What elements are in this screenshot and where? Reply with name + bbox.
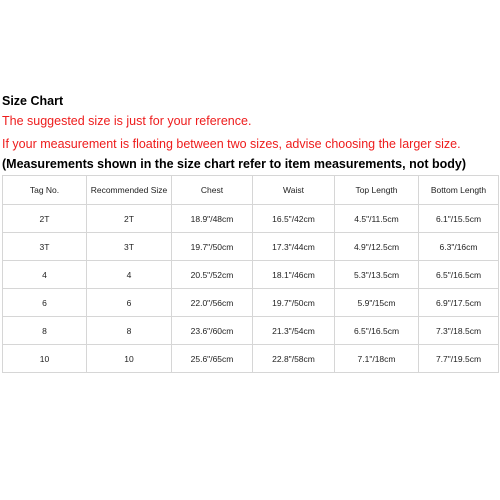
cell-recommended-size: 2T	[87, 205, 172, 233]
cell-recommended-size: 10	[87, 345, 172, 373]
header-chest: Chest	[172, 176, 253, 205]
cell-top-length: 6.5"/16.5cm	[335, 317, 419, 345]
reference-note: The suggested size is just for your reference.	[2, 114, 252, 128]
cell-tag-no: 6	[3, 289, 87, 317]
cell-waist: 19.7"/50cm	[253, 289, 335, 317]
table-header-row	[3, 176, 499, 205]
cell-tag-no: 4	[3, 261, 87, 289]
cell-chest: 20.5"/52cm	[172, 261, 253, 289]
cell-bottom-length: 7.3"/18.5cm	[419, 317, 499, 345]
cell-top-length: 4.9"/12.5cm	[335, 233, 419, 261]
cell-tag-no: 3T	[3, 233, 87, 261]
cell-tag-no: 2T	[3, 205, 87, 233]
table-row	[3, 233, 499, 261]
table-row	[3, 261, 499, 289]
cell-bottom-length: 6.5"/16.5cm	[419, 261, 499, 289]
cell-recommended-size: 8	[87, 317, 172, 345]
cell-chest: 22.0"/56cm	[172, 289, 253, 317]
measurement-disclaimer: (Measurements shown in the size chart refer to item measurements, not body)	[2, 157, 466, 171]
cell-top-length: 4.5"/11.5cm	[335, 205, 419, 233]
cell-recommended-size: 3T	[87, 233, 172, 261]
table-row	[3, 317, 499, 345]
cell-waist: 18.1"/46cm	[253, 261, 335, 289]
cell-chest: 18.9"/48cm	[172, 205, 253, 233]
cell-recommended-size: 6	[87, 289, 172, 317]
table-row	[3, 289, 499, 317]
header-tag-no: Tag No.	[3, 176, 87, 205]
header-waist: Waist	[253, 176, 335, 205]
header-recommended-size: Recommended Size	[87, 176, 172, 205]
cell-tag-no: 10	[3, 345, 87, 373]
header-bottom-length: Bottom Length	[419, 176, 499, 205]
table-row	[3, 345, 499, 373]
cell-waist: 22.8"/58cm	[253, 345, 335, 373]
cell-chest: 19.7"/50cm	[172, 233, 253, 261]
cell-tag-no: 8	[3, 317, 87, 345]
cell-chest: 25.6"/65cm	[172, 345, 253, 373]
cell-top-length: 5.3"/13.5cm	[335, 261, 419, 289]
cell-waist: 21.3"/54cm	[253, 317, 335, 345]
cell-bottom-length: 6.1"/15.5cm	[419, 205, 499, 233]
sizing-advice-note: If your measurement is floating between two sizes, advise choosing the larger size.	[2, 137, 461, 151]
cell-waist: 17.3"/44cm	[253, 233, 335, 261]
cell-top-length: 5.9"/15cm	[335, 289, 419, 317]
cell-recommended-size: 4	[87, 261, 172, 289]
cell-bottom-length: 6.3"/16cm	[419, 233, 499, 261]
size-chart-document	[0, 92, 500, 364]
cell-chest: 23.6"/60cm	[172, 317, 253, 345]
table-row	[3, 205, 499, 233]
cell-top-length: 7.1"/18cm	[335, 345, 419, 373]
cell-waist: 16.5"/42cm	[253, 205, 335, 233]
header-top-length: Top Length	[335, 176, 419, 205]
cell-bottom-length: 7.7"/19.5cm	[419, 345, 499, 373]
cell-bottom-length: 6.9"/17.5cm	[419, 289, 499, 317]
size-table	[2, 175, 499, 373]
size-chart-title: Size Chart	[2, 94, 64, 108]
